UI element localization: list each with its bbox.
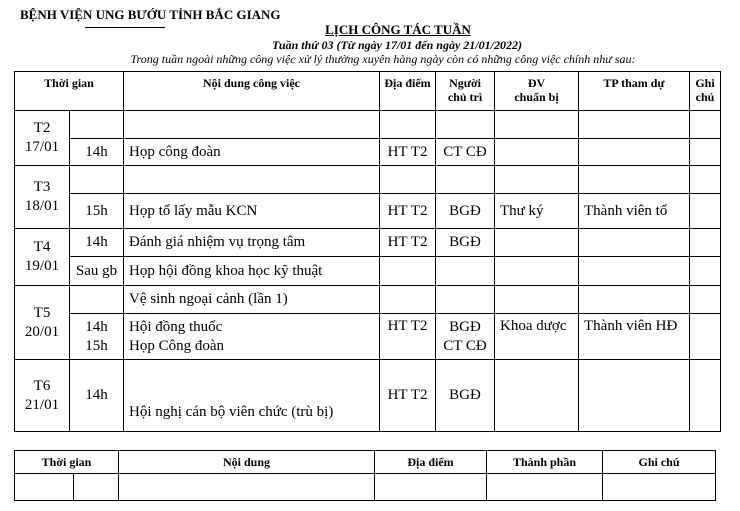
- additional-events-table: [14, 450, 716, 501]
- day-cell-t6: [15, 360, 70, 432]
- content-cell: Họp công đoàn: [124, 139, 380, 166]
- table-row: [15, 194, 721, 229]
- time-a: 14h: [85, 318, 108, 335]
- col-prep-header: [495, 72, 579, 111]
- table-row: [15, 166, 721, 194]
- time-cell: [70, 111, 124, 139]
- attend-cell: Thành viên tổ: [579, 194, 690, 229]
- prep-cell: [495, 360, 579, 432]
- note-cell: [690, 257, 721, 286]
- col-note-line1: Ghi: [695, 76, 715, 90]
- notes-col-content-header: Nội dung: [119, 451, 375, 474]
- note-cell: [690, 229, 721, 257]
- day-label: T6: [33, 377, 51, 394]
- schedule-table: [14, 71, 721, 432]
- content-cell: [124, 111, 380, 139]
- host-cell: [436, 257, 495, 286]
- content-cell: Đánh giá nhiệm vụ trọng tâm: [124, 229, 380, 257]
- notes-col-place-header: Địa điểm: [375, 451, 487, 474]
- place-cell: HT T2: [380, 139, 436, 166]
- place-cell: [380, 166, 436, 194]
- host-cell: [436, 166, 495, 194]
- host-cell: CT CĐ: [436, 139, 495, 166]
- content-cell: Hội nghị cán bộ viên chức (trù bị): [124, 360, 380, 432]
- day-label: T4: [33, 239, 51, 255]
- table-row: [15, 139, 721, 166]
- host-cell: [436, 286, 495, 314]
- host-cell: [436, 314, 495, 360]
- prep-cell: Thư ký: [495, 194, 579, 229]
- col-host-line1: Người: [449, 76, 481, 90]
- time-cell: Sau gb: [70, 257, 124, 286]
- document-title-text: LỊCH CÔNG TÁC TUẦN: [325, 22, 471, 37]
- place-cell: [380, 111, 436, 139]
- prep-cell: [495, 111, 579, 139]
- empty-cell: [603, 474, 716, 501]
- table-row: [15, 360, 721, 432]
- content-cell: [124, 314, 380, 360]
- col-host-line2: chủ trì: [447, 90, 483, 104]
- place-cell: HT T2: [380, 194, 436, 229]
- host-a: BGĐ: [449, 318, 481, 335]
- intro-line: [0, 52, 740, 67]
- time-cell: [70, 166, 124, 194]
- day-label: T2: [33, 120, 51, 136]
- content-cell: Vệ sinh ngoại cảnh (lần 1): [124, 286, 380, 314]
- hospital-name: BỆNH VIỆN UNG BƯỚU TỈNH BẮC GIANG: [20, 7, 281, 22]
- time-cell: 14h: [70, 139, 124, 166]
- col-prep-line2: chuẩn bị: [514, 90, 559, 104]
- place-cell: HT T2: [380, 229, 436, 257]
- empty-cell: [74, 474, 119, 501]
- note-cell: [690, 360, 721, 432]
- day-date: 19/01: [24, 258, 60, 274]
- place-cell: [380, 257, 436, 286]
- attend-cell: [579, 229, 690, 257]
- attend-cell: [579, 360, 690, 432]
- day-date: 21/01: [24, 396, 60, 413]
- note-cell: [690, 139, 721, 166]
- notes-col-note-header: Ghi chú: [603, 451, 716, 474]
- week-line-text: Tuần thứ 03 (Từ ngày 17/01 đến ngày 21/01/2022): [272, 38, 522, 52]
- day-cell-t5: [15, 286, 70, 360]
- table-row: [15, 111, 721, 139]
- day-date: 18/01: [24, 198, 60, 214]
- table-row: [15, 229, 721, 257]
- content-cell: [124, 166, 380, 194]
- day-cell-t3: [15, 166, 70, 229]
- host-cell: BGĐ: [436, 194, 495, 229]
- col-content-header: Nội dung công việc: [124, 72, 380, 111]
- prep-cell: [495, 139, 579, 166]
- day-date: 17/01: [24, 139, 60, 155]
- attend-cell: Thành viên HĐ: [579, 314, 690, 360]
- prep-cell: [495, 229, 579, 257]
- host-cell: [436, 111, 495, 139]
- empty-cell: [487, 474, 603, 501]
- time-b: 15h: [85, 337, 108, 354]
- table-row: [15, 314, 721, 360]
- col-note-header: [690, 72, 721, 111]
- content-a: Hội đồng thuốc: [129, 318, 223, 335]
- notes-col-time-header: Thời gian: [15, 451, 119, 474]
- col-note-line2: chú: [695, 90, 715, 104]
- place-cell: [380, 286, 436, 314]
- document-title: [0, 22, 740, 38]
- day-cell-t2: [15, 111, 70, 166]
- prep-cell: [495, 257, 579, 286]
- day-label: T3: [33, 179, 51, 195]
- time-cell: [70, 286, 124, 314]
- host-cell: BGĐ: [436, 360, 495, 432]
- prep-cell: Khoa dược: [495, 314, 579, 360]
- day-cell-t4: [15, 229, 70, 286]
- place-cell: HT T2: [380, 314, 436, 360]
- empty-cell: [15, 474, 74, 501]
- empty-cell: [375, 474, 487, 501]
- col-prep-line1: ĐV: [527, 76, 546, 90]
- col-attend-header: TP tham dự: [579, 72, 690, 111]
- note-cell: [690, 194, 721, 229]
- time-cell: 14h: [70, 360, 124, 432]
- intro-line-text: Trong tuần ngoài những công việc xử lý thường xuyên hàng ngày còn có những công việc chính như sau:: [130, 52, 636, 66]
- empty-cell: [119, 474, 375, 501]
- table-row: [15, 286, 721, 314]
- attend-cell: [579, 286, 690, 314]
- time-cell: 15h: [70, 194, 124, 229]
- place-cell: HT T2: [380, 360, 436, 432]
- col-time-header: Thời gian: [15, 72, 124, 111]
- time-cell: [70, 314, 124, 360]
- note-cell: [690, 166, 721, 194]
- prep-cell: [495, 286, 579, 314]
- attend-cell: [579, 166, 690, 194]
- schedule-header-row: [15, 72, 721, 111]
- table-row: [15, 257, 721, 286]
- content-b: Họp Công đoàn: [129, 337, 225, 354]
- attend-cell: [579, 257, 690, 286]
- note-cell: [690, 111, 721, 139]
- table-row: [15, 474, 716, 501]
- host-cell: BGĐ: [436, 229, 495, 257]
- time-cell: 14h: [70, 229, 124, 257]
- attend-cell: [579, 111, 690, 139]
- note-cell: [690, 286, 721, 314]
- attend-cell: [579, 139, 690, 166]
- additional-header-row: [15, 451, 716, 474]
- day-label: T5: [33, 304, 51, 321]
- col-place-header: Địa điểm: [380, 72, 436, 111]
- col-host-header: [436, 72, 495, 111]
- notes-col-members-header: Thành phần: [487, 451, 603, 474]
- host-b: CT CĐ: [443, 337, 487, 354]
- content-cell: Họp hội đồng khoa học kỹ thuật: [124, 257, 380, 286]
- content-cell: Họp tổ lấy mẫu KCN: [124, 194, 380, 229]
- day-date: 20/01: [24, 323, 60, 340]
- prep-cell: [495, 166, 579, 194]
- note-cell: [690, 314, 721, 360]
- week-line: [0, 38, 740, 53]
